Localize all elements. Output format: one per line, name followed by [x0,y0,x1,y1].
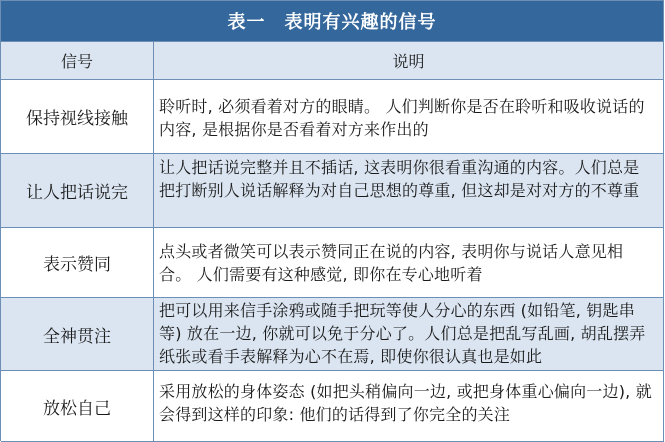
table-row-signal: 放松自己 [1,371,154,442]
table-row-description: 让人把话说完整并且不插话, 这表明你很看重沟通的内容。人们总是把打断别人说话解释为对自己思想的尊重, 但这却是对对方的不尊重 [154,154,664,228]
table-row-signal: 保持视线接触 [1,80,154,154]
table-title: 表一 表明有兴趣的信号 [1,1,664,42]
table-row-signal: 表示赞同 [1,228,154,298]
column-header-signal: 信号 [1,42,154,80]
column-header-description: 说明 [154,42,664,80]
table-row-description: 点头或者微笑可以表示赞同正在说的内容, 表明你与说话人意见相合。 人们需要有这种感觉, 即你在专心地听着 [154,228,664,298]
table-row-description: 采用放松的身体姿态 (如把头稍偏向一边, 或把身体重心偏向一边), 就会得到这样的印象: 他们的话得到了你完全的关注 [154,371,664,442]
table-row-description: 把可以用来信手涂鸦或随手把玩等使人分心的东西 (如铅笔, 钥匙串等) 放在一边, 你就可以免于分心了。人们总是把乱写乱画, 胡乱摆弄纸张或看手表解释为心不在焉, 即使你很认真也是如此 [154,298,664,371]
table-row-signal: 全神贯注 [1,298,154,371]
table-row-signal: 让人把话说完 [1,154,154,228]
table-row-description: 聆听时, 必须看着对方的眼睛。 人们判断你是否在聆听和吸收说话的内容, 是根据你是否看着对方来作出的 [154,80,664,154]
